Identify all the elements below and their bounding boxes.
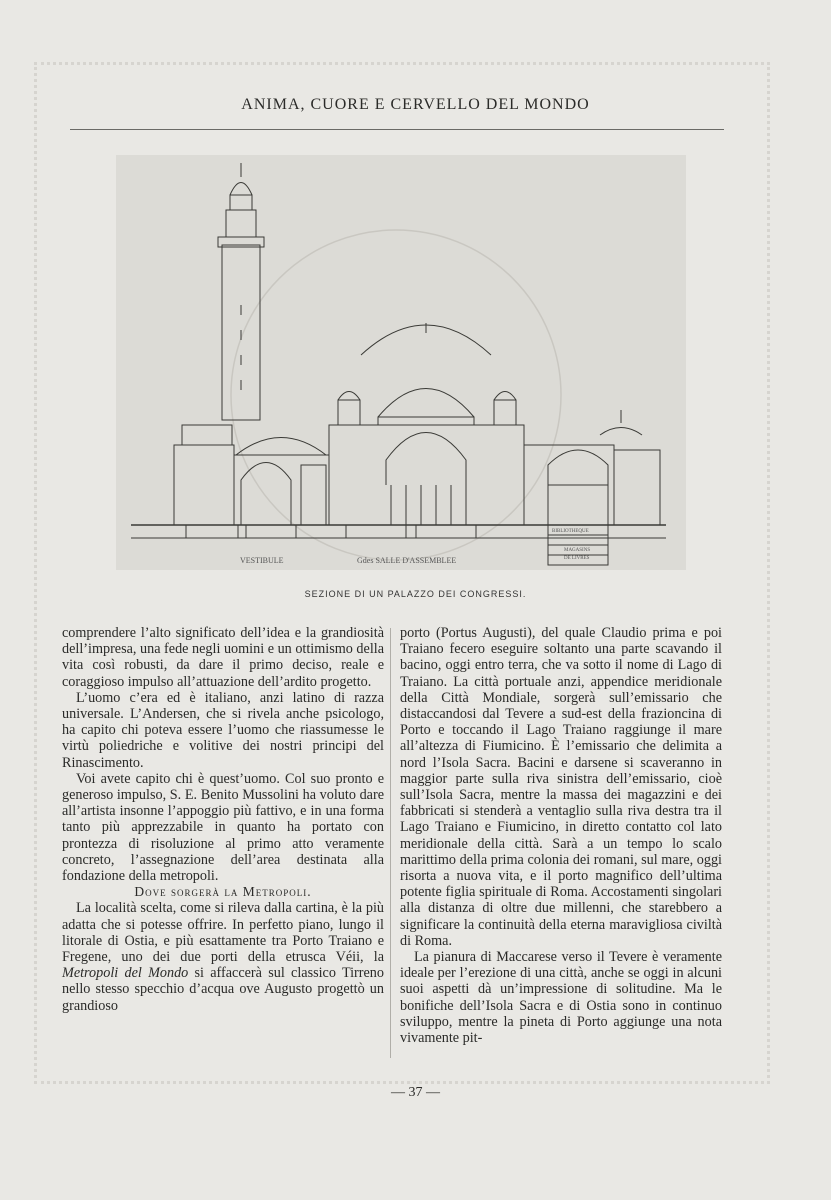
label-library: BIBLIOTHEQUE	[552, 529, 589, 534]
architectural-section-figure	[116, 155, 686, 570]
label-book-stores-1: MAGASINS	[564, 548, 591, 553]
label-assembly-halls: Gdes SALLE D'ASSEMBLEE	[357, 556, 457, 565]
building-section-drawing	[116, 155, 686, 570]
paragraph: L’uomo c’era ed è italiano, anzi latino di razza universale. L’Andersen, che si rivela anche psicologo, ha capito chi poteva essere l’uomo che riassumesse le virtù poliedriche e volitive dei nostri principi del Rinascimento.	[62, 689, 384, 771]
figure-caption: SEZIONE DI UN PALAZZO DEI CONGRESSI.	[304, 589, 527, 599]
column-divider	[390, 628, 391, 1058]
paragraph: La pianura di Maccarese verso il Tevere è veramente ideale per l’erezione di una città, anche se oggi in alcuni suoi aspetti dà un’impressione di solitudine. Ma le bonifiche dell’Isola Sacra e di Ostia sono in continuo sviluppo, mentre la pineta di Porto aggiunge una nota vivamente pit-	[400, 949, 722, 1047]
paragraph: Voi avete capito chi è quest’uomo. Col suo pronto e generoso impulso, S. E. Benito Mussolini ha voluto dare all’artista insonne l’appoggio più fattivo, e in una forma tanto più apprezzabile in quanto ha portato con prontezza di risoluzione al primo atto veramente concreto, l’assegnazione dell’area destinata alla fondazione della metropoli.	[62, 770, 384, 885]
section-heading: Dove sorgerà la Metropoli.	[134, 884, 312, 900]
italic-title: Metropoli del Mondo	[62, 965, 189, 982]
label-vestibule: VESTIBULE	[240, 556, 284, 565]
running-head: ANIMA, CUORE E CERVELLO DEL MONDO	[241, 96, 590, 113]
left-column	[62, 625, 384, 1014]
paragraph: La località scelta, come si rileva dalla cartina, è la più adatta che si potesse offrire. In perfetto piano, lungo il litorale di Ostia, e più esattamente tra Porto Traiano e Fregene, uno dei due porti della etrusca Véii, la Metropoli del Mondo si affaccerà sul classico Tirreno nello stesso specchio d’acqua ove Augusto progettò un grandioso	[62, 900, 384, 1014]
paragraph: porto (Portus Augusti), del quale Claudio prima e poi Traiano fecero eseguire soltanto una parte scavando il bacino, oggi entro terra, che va sotto il nome di Lago di Traiano. La città portuale anzi, appendice meridionale della Città Mondiale, sorgerà sull’emissario che distaccandosi dal Tevere a sud-est della frazioncina di Porto e toccando il Lago Traiano raggiunge il mare all’altezza di Fiumicino. È l’emissario che delimita a nord l’Isola Sacra. Bacini e darsene si scaveranno in maggior parte sulla riva sinistra dell’emissario, cioè sull’Isola Sacra, mentre la massa dei magazzini e dei fabbricati si stenderà a ventaglio sulla riva destra tra il Lago Traiano e Fiumicino, in diretto contatto col lato meridionale della città. Sarà a un tempo lo scalo marittimo della prima colonia dei romani, sul mare, oggi risorta a nuova vita, e il porto magnifico dell’ultima potente figlia spirituale di Roma. Accostamenti singolari alla distanza di oltre due millenni, che starebbero a significare la continuità della eterna maravigliosa civiltà di Roma.	[400, 625, 722, 949]
header-rule	[70, 129, 724, 130]
label-book-stores-2: DE LIVRES	[564, 556, 590, 561]
paragraph: comprendere l’alto significato dell’idea e la grandiosità dell’impresa, una fede negli uomini e un ottimismo della vita così robusti, da dare il primo deciso, reale e coraggioso impulso all’attuazione dell’ardito progetto.	[62, 625, 384, 690]
right-column	[400, 625, 722, 1046]
page-number: — 37 —	[391, 1085, 440, 1100]
